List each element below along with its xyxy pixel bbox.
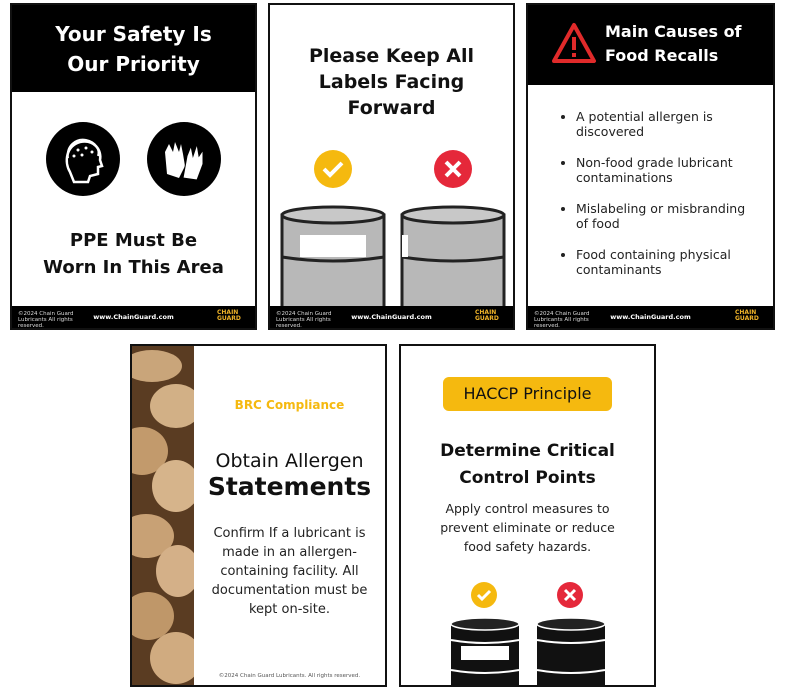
drum-icon [398, 205, 508, 315]
footer-copyright: ©2024 Chain Guard Lubricants All rights reserved. [18, 311, 74, 329]
poster-footer [12, 306, 255, 328]
footer-site-link: www.ChainGuard.com [351, 313, 432, 321]
poster-labels [268, 3, 515, 330]
recall-cause-item: • A potential allergen is discovered [576, 109, 759, 139]
footer-site-link: www.ChainGuard.com [93, 313, 174, 321]
footer-copyright: ©2024 Chain Guard Lubricants All rights reserved. [276, 311, 332, 329]
checkmark-icon [314, 150, 352, 188]
x-mark-icon [557, 582, 583, 608]
poster-title: Your Safety Is Our Priority [55, 22, 212, 76]
poster-recalls [526, 3, 775, 330]
poster-title: Main Causes of Food Recalls [605, 22, 742, 65]
haccp-badge: HACCP Principle [443, 377, 612, 411]
poster-footer [528, 306, 773, 328]
peanut-image [132, 346, 194, 685]
chainguard-logo-icon: CHAIN GUARD [217, 309, 241, 322]
x-mark-icon [434, 150, 472, 188]
drum-icon [447, 616, 523, 687]
haccp-body: Apply control measures to prevent eliminate or reduce food safety hazards. [440, 501, 615, 554]
poster-title: Please Keep All Labels Facing Forward [308, 45, 475, 119]
recall-cause-item: • Mislabeling or misbranding of food [576, 201, 759, 231]
footer-copyright: ©2024 Chain Guard Lubricants All rights reserved. [534, 311, 590, 329]
recall-causes-list [562, 109, 759, 293]
footer-site-link: www.ChainGuard.com [610, 313, 691, 321]
footer-copyright: ©2024 Chain Guard Lubricants. All rights reserved. [218, 673, 361, 679]
poster-ppe [10, 3, 257, 330]
brc-tag: BRC Compliance [234, 398, 345, 412]
checkmark-icon [471, 582, 497, 608]
hairnet-head-icon [46, 122, 120, 196]
brc-body: Confirm If a lubricant is made in an allergen-containing facility. All documentation must be kept on-site. [211, 526, 368, 617]
ppe-message: PPE Must Be Worn In This Area [43, 230, 224, 278]
drum-icon [278, 205, 388, 315]
gloves-icon [147, 122, 221, 196]
poster-haccp [399, 344, 656, 687]
brc-heading-line1: Obtain Allergen [215, 450, 364, 472]
warning-triangle-icon [550, 21, 598, 69]
chainguard-logo-icon: CHAIN GUARD [475, 309, 499, 322]
recall-cause-item: • Non-food grade lubricant contaminations [576, 155, 759, 185]
poster-footer [270, 306, 513, 328]
recall-cause-item: • Food containing physical contaminants [576, 247, 759, 277]
poster-header [12, 5, 255, 92]
brc-heading-line2: Statements [207, 472, 372, 501]
drum-icon [533, 616, 609, 687]
poster-brc [130, 344, 387, 687]
chainguard-logo-icon: CHAIN GUARD [735, 309, 759, 322]
poster-header [528, 5, 773, 85]
haccp-heading: Determine Critical Control Points [440, 441, 615, 488]
